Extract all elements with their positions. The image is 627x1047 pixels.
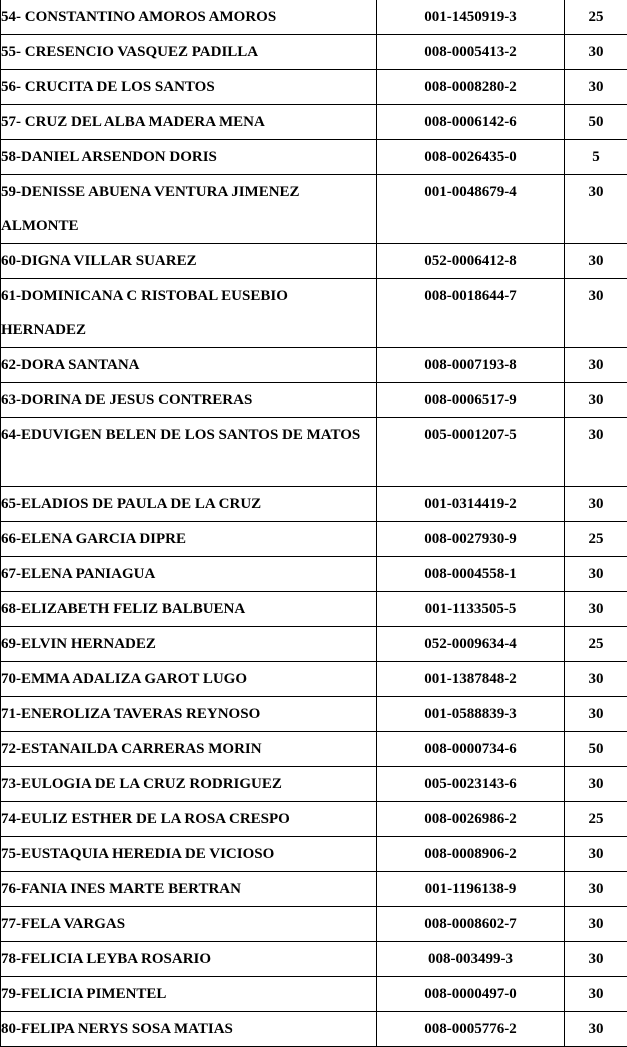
roster-body <box>1 0 627 1047</box>
table-row <box>1 907 627 942</box>
table-row <box>1 35 627 70</box>
table-row <box>1 872 627 907</box>
id-number: 008-0007193-8 <box>377 348 565 383</box>
person-name: 72-ESTANAILDA CARRERAS MORIN <box>1 732 377 767</box>
table-row <box>1 732 627 767</box>
table-row <box>1 557 627 592</box>
table-row <box>1 279 627 348</box>
id-number: 008-0006142-6 <box>377 105 565 140</box>
amount: 30 <box>565 907 627 942</box>
id-number: 001-1450919-3 <box>377 0 565 35</box>
id-number: 008-0004558-1 <box>377 557 565 592</box>
amount: 30 <box>565 279 627 348</box>
person-name: 57- CRUZ DEL ALBA MADERA MENA <box>1 105 377 140</box>
amount: 30 <box>565 837 627 872</box>
id-number: 001-0048679-4 <box>377 175 565 244</box>
person-name: 65-ELADIOS DE PAULA DE LA CRUZ <box>1 487 377 522</box>
person-name: 75-EUSTAQUIA HEREDIA DE VICIOSO <box>1 837 377 872</box>
amount: 30 <box>565 977 627 1012</box>
id-number: 001-0314419-2 <box>377 487 565 522</box>
id-number: 001-1387848-2 <box>377 662 565 697</box>
id-number: 008-0008906-2 <box>377 837 565 872</box>
id-number: 008-0026986-2 <box>377 802 565 837</box>
person-name: 59-DENISSE ABUENA VENTURA JIMENEZ ALMONTE <box>1 175 377 244</box>
person-name: 61-DOMINICANA C RISTOBAL EUSEBIO HERNADEZ <box>1 279 377 348</box>
amount: 30 <box>565 35 627 70</box>
id-number: 008-0005776-2 <box>377 1012 565 1047</box>
amount: 30 <box>565 697 627 732</box>
id-number: 008-0000734-6 <box>377 732 565 767</box>
amount: 30 <box>565 767 627 802</box>
table-row <box>1 522 627 557</box>
person-name: 66-ELENA GARCIA DIPRE <box>1 522 377 557</box>
table-row <box>1 802 627 837</box>
table-row <box>1 70 627 105</box>
amount: 30 <box>565 348 627 383</box>
person-name: 71-ENEROLIZA TAVERAS REYNOSO <box>1 697 377 732</box>
person-name: 74-EULIZ ESTHER DE LA ROSA CRESPO <box>1 802 377 837</box>
person-name: 80-FELIPA NERYS SOSA MATIAS <box>1 1012 377 1047</box>
id-number: 008-0005413-2 <box>377 35 565 70</box>
amount: 50 <box>565 732 627 767</box>
table-row <box>1 767 627 802</box>
table-row <box>1 977 627 1012</box>
id-number: 008-0006517-9 <box>377 383 565 418</box>
person-name: 55- CRESENCIO VASQUEZ PADILLA <box>1 35 377 70</box>
person-name: 63-DORINA DE JESUS CONTRERAS <box>1 383 377 418</box>
amount: 30 <box>565 662 627 697</box>
table-row <box>1 105 627 140</box>
id-number: 005-0023143-6 <box>377 767 565 802</box>
person-name: 56- CRUCITA DE LOS SANTOS <box>1 70 377 105</box>
amount: 30 <box>565 175 627 244</box>
person-name: 67-ELENA PANIAGUA <box>1 557 377 592</box>
id-number: 052-0009634-4 <box>377 627 565 662</box>
table-row <box>1 383 627 418</box>
amount: 25 <box>565 802 627 837</box>
id-number: 008-0026435-0 <box>377 140 565 175</box>
amount: 30 <box>565 1012 627 1047</box>
id-number: 008-0000497-0 <box>377 977 565 1012</box>
table-row <box>1 487 627 522</box>
amount: 30 <box>565 592 627 627</box>
amount: 25 <box>565 522 627 557</box>
table-row <box>1 348 627 383</box>
id-number: 052-0006412-8 <box>377 244 565 279</box>
id-number: 008-0008602-7 <box>377 907 565 942</box>
person-name: 77-FELA VARGAS <box>1 907 377 942</box>
id-number: 001-1196138-9 <box>377 872 565 907</box>
table-row <box>1 1012 627 1047</box>
id-number: 008-003499-3 <box>377 942 565 977</box>
person-name: 62-DORA SANTANA <box>1 348 377 383</box>
amount: 5 <box>565 140 627 175</box>
table-row <box>1 627 627 662</box>
person-name: 69-ELVIN HERNADEZ <box>1 627 377 662</box>
amount: 25 <box>565 0 627 35</box>
table-row <box>1 697 627 732</box>
table-row <box>1 662 627 697</box>
amount: 30 <box>565 70 627 105</box>
table-row <box>1 592 627 627</box>
person-name: 73-EULOGIA DE LA CRUZ RODRIGUEZ <box>1 767 377 802</box>
amount: 30 <box>565 244 627 279</box>
person-name: 70-EMMA ADALIZA GAROT LUGO <box>1 662 377 697</box>
person-name: 64-EDUVIGEN BELEN DE LOS SANTOS DE MATOS <box>1 418 377 487</box>
person-name: 60-DIGNA VILLAR SUAREZ <box>1 244 377 279</box>
amount: 30 <box>565 487 627 522</box>
id-number: 001-0588839-3 <box>377 697 565 732</box>
id-number: 008-0027930-9 <box>377 522 565 557</box>
id-number: 008-0008280-2 <box>377 70 565 105</box>
id-number: 001-1133505-5 <box>377 592 565 627</box>
person-name: 79-FELICIA PIMENTEL <box>1 977 377 1012</box>
amount: 30 <box>565 872 627 907</box>
table-row <box>1 175 627 244</box>
amount: 30 <box>565 418 627 487</box>
amount: 25 <box>565 627 627 662</box>
person-name: 58-DANIEL ARSENDON DORIS <box>1 140 377 175</box>
amount: 30 <box>565 383 627 418</box>
person-name: 78-FELICIA LEYBA ROSARIO <box>1 942 377 977</box>
amount: 50 <box>565 105 627 140</box>
table-row <box>1 0 627 35</box>
person-name: 68-ELIZABETH FELIZ BALBUENA <box>1 592 377 627</box>
amount: 30 <box>565 557 627 592</box>
table-row <box>1 244 627 279</box>
table-row <box>1 418 627 487</box>
table-row <box>1 942 627 977</box>
person-name: 76-FANIA INES MARTE BERTRAN <box>1 872 377 907</box>
table-row <box>1 140 627 175</box>
amount: 30 <box>565 942 627 977</box>
id-number: 008-0018644-7 <box>377 279 565 348</box>
person-name: 54- CONSTANTINO AMOROS AMOROS <box>1 0 377 35</box>
id-number: 005-0001207-5 <box>377 418 565 487</box>
table-row <box>1 837 627 872</box>
